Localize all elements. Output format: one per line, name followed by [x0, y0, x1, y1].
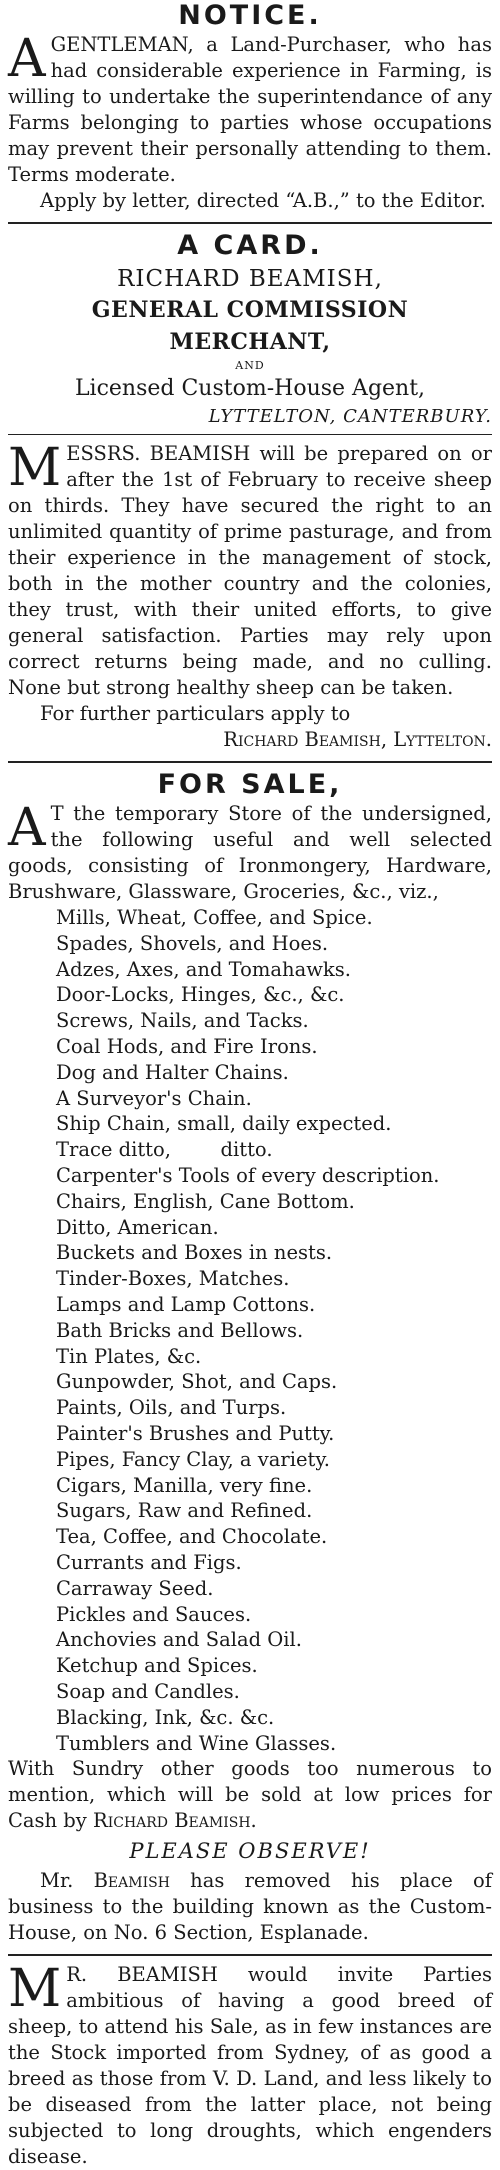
sale-item: Mills, Wheat, Coffee, and Spice.	[56, 906, 373, 929]
notice-advertisement	[8, 0, 492, 214]
card-body-block	[8, 438, 492, 701]
divider	[8, 1954, 492, 1956]
divider	[8, 222, 492, 224]
card-and: AND	[235, 359, 265, 372]
sale-closing-text: With Sundry other goods too numerous to mention, which will be sold at low prices for Cash by	[8, 1757, 492, 1833]
sale-item: Cigars, Manilla, very fine.	[56, 1473, 313, 1497]
sale-item: Tumblers and Wine Glasses.	[56, 1731, 337, 1755]
notice-body: GENTLEMAN, a Land-Purchaser, who has had considerable experience in Farming, is willing to undertake the superintendance of any Farms belonging to parties whose occupations may prevent their personally attending to them. Terms moderate.	[8, 33, 492, 186]
sale-item: Ship Chain, small, daily expected.	[56, 1112, 392, 1136]
sale-item: Ditto, American.	[56, 1215, 219, 1239]
sale-item: Pipes, Fancy Clay, a variety.	[56, 1447, 330, 1471]
sale-item-list	[8, 905, 492, 1756]
sale-item: A Surveyor's Chain.	[56, 1086, 252, 1110]
notice-drop-cap: A	[8, 29, 46, 89]
sale-item: Tinder-Boxes, Matches.	[56, 1267, 290, 1291]
sale-item: Adzes, Axes, and Tomahawks.	[56, 957, 351, 981]
notice-body-block	[8, 29, 492, 188]
sale-intro: T the temporary Store of the undersigned, the following useful and well selected goods, consisting of Ironmongery, Hardware, Brushware, Glassware, Groceries, &c., viz.,	[8, 802, 492, 903]
card-body: ESSRS. BEAMISH will be prepared on or after the 1st of February to receive sheep on thirds. They have secured the right to an unlimited quantity of prime pasturage, and from their experience in the management of stock, both in the mother country and the colonies, they trust, with their united efforts, to give general satisfaction. Parties may rely upon correct returns being made, and no culling. None but strong healthy sheep can be taken.	[8, 442, 492, 699]
sale-advertisement	[8, 769, 492, 1946]
observe-body: has removed his place of business to the building known as the Custom-House, on No. 6 Section, Esplanade.	[8, 1869, 492, 1945]
sale-drop-cap: A	[8, 798, 46, 858]
observe-pre: Mr.	[40, 1869, 94, 1893]
sale-closing	[8, 1756, 492, 1834]
card-drop-cap: M	[8, 438, 62, 498]
sale-item: Sugars, Raw and Refined.	[56, 1499, 313, 1523]
sale-item: Pickles and Sauces.	[56, 1602, 252, 1626]
sale-item: Buckets and Boxes in nests.	[56, 1241, 333, 1265]
card-further: For further particulars apply to	[40, 702, 351, 725]
sale-item: Painter's Brushes and Putty.	[56, 1421, 335, 1445]
notice-apply: Apply by letter, directed “A.B.,” to the Editor.	[40, 189, 486, 212]
card-agent: Licensed Custom-House Agent,	[74, 376, 426, 401]
sale-item: Lamps and Lamp Cottons.	[56, 1292, 316, 1316]
sale-closing-name: Richard Beamish.	[93, 1809, 257, 1833]
sale-item: Currants and Figs.	[56, 1550, 242, 1574]
sale-item: Screws, Nails, and Tacks.	[56, 1009, 309, 1033]
observe-name: Beamish	[93, 1869, 170, 1893]
sale-item: Dog and Halter Chains.	[56, 1060, 289, 1084]
sale-item: Coal Hods, and Fire Irons.	[56, 1034, 318, 1058]
card-subdivider	[8, 434, 492, 435]
card-name: RICHARD BEAMISH,	[117, 266, 383, 292]
notice-heading: NOTICE.	[178, 0, 322, 31]
sale-item: Trace ditto, ditto.	[56, 1138, 273, 1162]
sale-item: Tin Plates, &c.	[56, 1344, 202, 1368]
sheep-sale-notice	[8, 1959, 492, 2170]
sale-item: Door-Locks, Hinges, &c., &c.	[56, 983, 345, 1007]
final-body-block	[8, 1959, 492, 2170]
final-body: R. BEAMISH would invite Parties ambitious of having a good breed of sheep, to attend his Sale, as in few instances are the Stock imported from Sydney, of as good a breed as those from V. D. Land, and less likely to be diseased from the latter place, not being subjected to long droughts, which engenders disease.	[8, 1963, 492, 2169]
sale-item: Carraway Seed.	[56, 1576, 214, 1600]
sale-item: Soap and Candles.	[56, 1679, 240, 1703]
sale-item: Bath Bricks and Bellows.	[56, 1318, 304, 1342]
card-signoff: Richard Beamish, Lyttelton.	[223, 728, 492, 751]
sale-item: Tea, Coffee, and Chocolate.	[56, 1525, 328, 1549]
sale-item: Spades, Shovels, and Hoes.	[56, 931, 329, 955]
sale-item: Anchovies and Salad Oil.	[56, 1628, 302, 1652]
sale-item: Chairs, English, Cane Bottom.	[56, 1189, 355, 1213]
card-title: GENERAL COMMISSION MERCHANT,	[91, 297, 409, 355]
final-drop-cap: M	[8, 1959, 62, 2020]
card-heading: A CARD.	[177, 230, 323, 261]
card-advertisement	[8, 230, 492, 753]
sale-intro-block	[8, 798, 492, 905]
divider	[8, 761, 492, 763]
sale-item: Ketchup and Spices.	[56, 1654, 258, 1678]
observe-notice	[8, 1868, 492, 1946]
sale-item: Gunpowder, Shot, and Caps.	[56, 1370, 338, 1394]
card-location: LYTTELTON, CANTERBURY.	[208, 406, 492, 427]
sale-item: Carpenter's Tools of every description.	[56, 1163, 440, 1187]
sale-item: Blacking, Ink, &c. &c.	[56, 1705, 275, 1729]
sale-item: Paints, Oils, and Turps.	[56, 1396, 287, 1420]
sale-heading: FOR SALE,	[157, 769, 343, 800]
please-observe: PLEASE OBSERVE!	[129, 1839, 371, 1864]
